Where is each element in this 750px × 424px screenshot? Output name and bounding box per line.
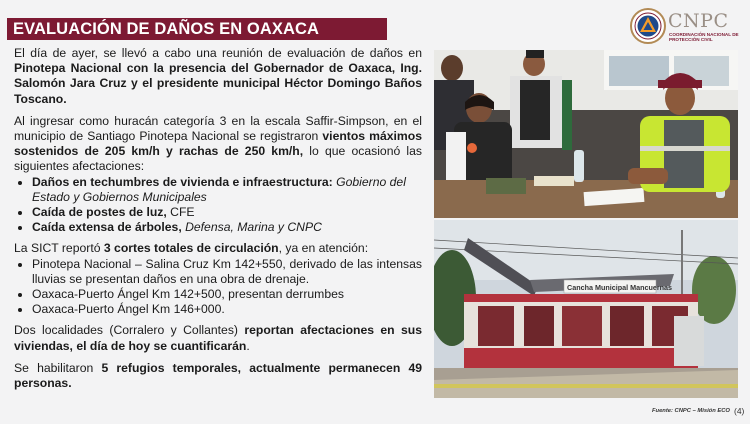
cnpc-logo <box>630 6 745 46</box>
cnpc-seal-icon <box>630 8 666 44</box>
italic-run: Defensa, Marina y CNPC <box>185 220 322 235</box>
bold-run: 3 cortes totales de circulación <box>103 241 279 256</box>
text-run: Al ingresar como huracán categoría 3 en la escala Saffir-Simpson, en el municipio de Santiago Pinotepa Nacional se registraron <box>14 113 422 144</box>
list-item <box>32 205 422 220</box>
text-run: CFE <box>166 205 195 220</box>
bold-run: 5 refugios temporales, actualmente permanecen 49 personas. <box>14 360 422 391</box>
list-item: • Oaxaca-Puerto Ángel Km 146+000. <box>32 302 422 317</box>
list-item: • Pinotepa Nacional – Salina Cruz Km 142+550, derivado de las intensas lluvias se presentan daños en una obra de drenaje. <box>32 257 422 287</box>
bold-run: vientos máximos sostenidos de 205 km/h y rachas de 250 km/h, <box>14 129 422 159</box>
bold-run: reportan afectaciones en sus viviendas, el día de hoy se cuantificarán <box>14 323 423 353</box>
court-sign-text: Cancha Municipal Mancuernas <box>567 283 673 292</box>
cnpc-name: CNPC <box>668 10 729 32</box>
road-list <box>14 257 422 318</box>
text-run: . <box>246 338 250 353</box>
cnpc-subtitle: COORDINACIÓN NACIONAL DE PROTECCIÓN CIVIL <box>669 32 739 43</box>
court-photo-illustration <box>434 220 738 398</box>
meeting-paragraph <box>14 46 422 107</box>
list-item <box>32 220 422 235</box>
list-item: • Oaxaca-Puerto Ángel Km 142+500, presentan derrumbes <box>32 287 422 302</box>
bold-run: Pinotepa Nacional con la presencia del Gobernador de Oaxaca, Ing. Salomón Jara Cruz y el presidente municipal Héctor Domingo Baños Toscano. <box>14 61 422 106</box>
text-run: Dos localidades (Corralero y Collantes) <box>14 323 245 338</box>
text-run: El día de ayer, se llevó a cabo una reunión de evaluación de daños en <box>14 46 422 60</box>
italic-run: Gobierno del Estado y Gobiernos Municipales <box>32 174 406 204</box>
text-run: La SICT reportó <box>14 241 104 256</box>
damage-list <box>14 175 422 236</box>
text-run: , ya en atención: <box>278 241 369 256</box>
localities-paragraph <box>14 323 422 353</box>
hurricane-paragraph <box>14 114 422 175</box>
body-text <box>14 46 422 398</box>
shelters-paragraph <box>14 361 422 391</box>
sict-paragraph <box>14 241 422 256</box>
page-title: EVALUACIÓN DE DAÑOS EN OAXACA <box>7 18 387 40</box>
meeting-photo <box>434 50 738 218</box>
source-note: Fuente: CNPC – Misión ECO <box>652 408 730 414</box>
bold-run: Daños en techumbres de vivienda e infraestructura: <box>32 174 333 189</box>
bold-run: Caída extensa de árboles, <box>32 220 182 235</box>
text-run: lo que ocasionó las siguientes afectaciones: <box>14 144 422 174</box>
page-number: (4) <box>734 406 745 416</box>
bold-run: Caída de postes de luz, <box>32 205 167 220</box>
text-run: Se habilitaron <box>14 360 102 375</box>
list-item <box>32 175 422 205</box>
meeting-photo-illustration <box>434 50 738 218</box>
damaged-court-photo <box>434 220 738 398</box>
